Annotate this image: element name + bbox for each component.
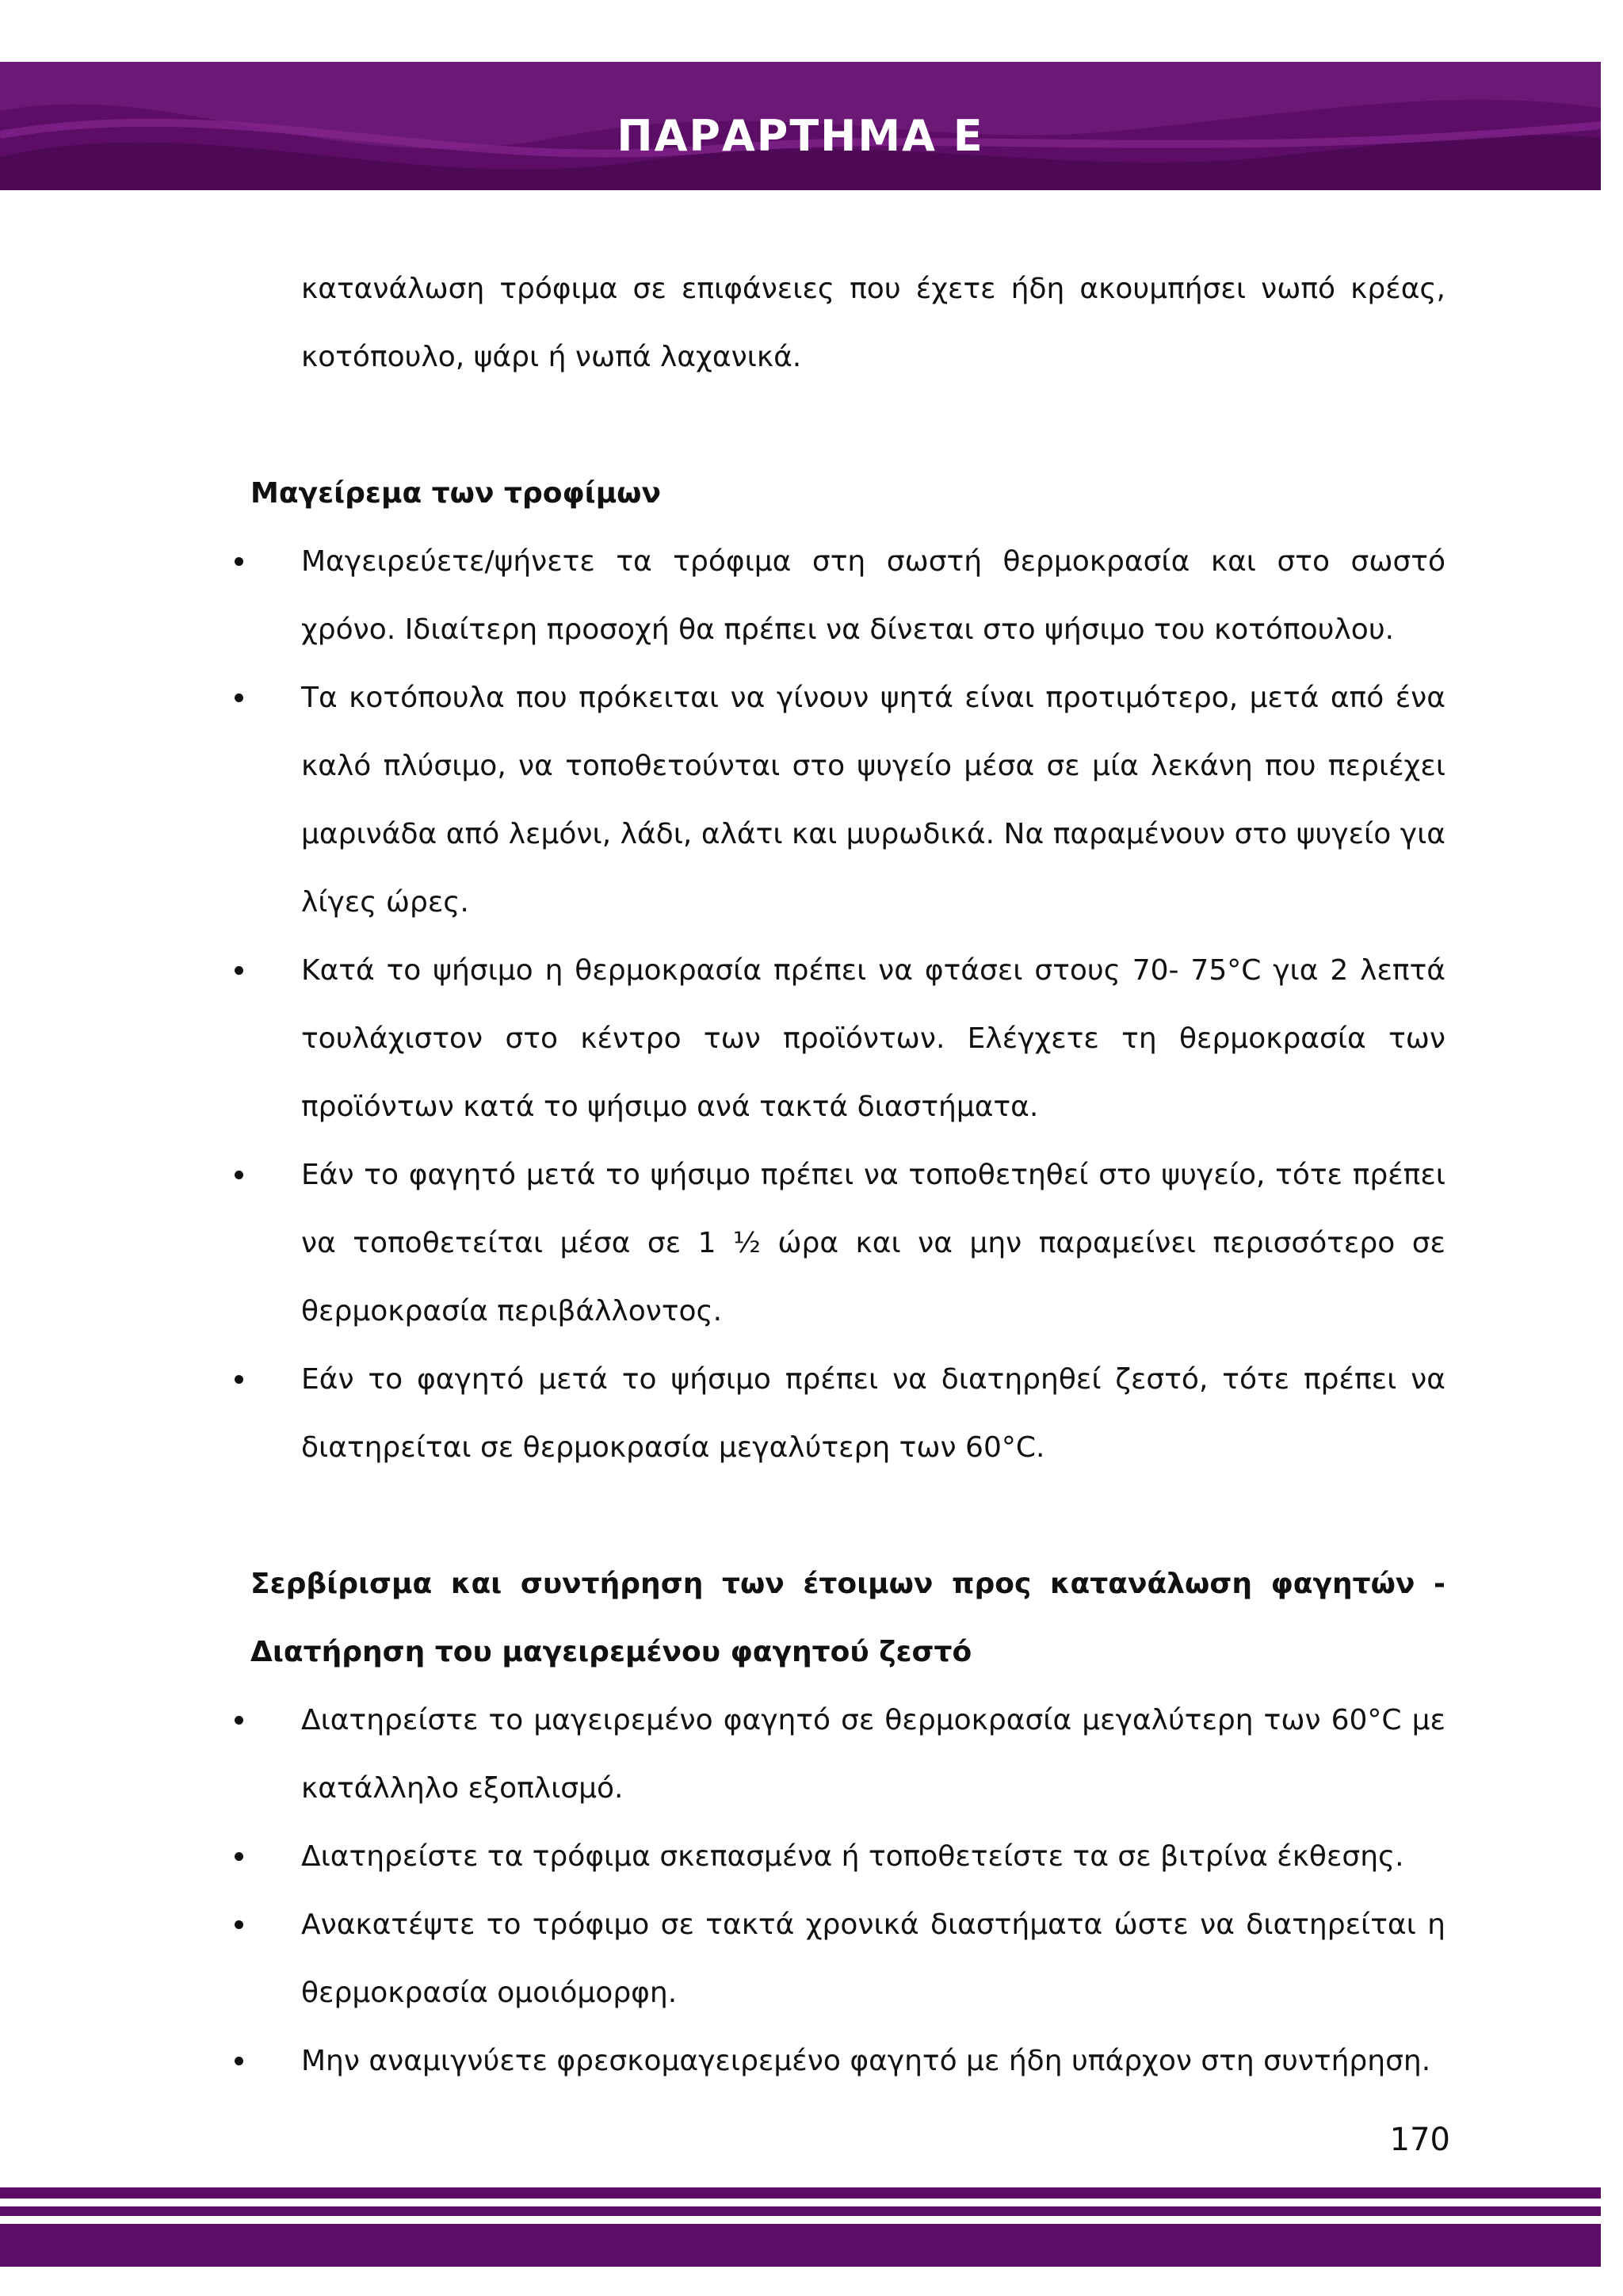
bullet-icon [235, 2057, 243, 2065]
footer-bar-thick [0, 2224, 1601, 2267]
section-heading-cooking: Μαγείρεμα των τροφίμων [250, 477, 661, 510]
list-item [250, 1346, 1445, 1482]
bullet-icon [235, 1171, 243, 1179]
intro-paragraph: κατανάλωση τρόφιμα σε επιφάνειες που έχετε ήδη ακουμπήσει νωπό κρέας, κοτόπουλο, ψάρι ή νωπά λαχανικά. [301, 273, 1445, 373]
section-heading-serving-line1: Σερβίρισμα και συντήρηση των έτοιμων προς κατανάλωση φαγητών - [250, 1568, 1445, 1600]
list-item-text: Μαγειρεύετε/ψήνετε τα τρόφιμα στη σωστή θερμοκρασία και στο σωστό χρόνο. Ιδιαίτερη προσοχή θα πρέπει να δίνεται στο ψήσιμο του κοτόπουλου. [301, 545, 1445, 646]
footer-decoration [0, 2187, 1623, 2275]
cooking-list [250, 528, 1445, 1482]
list-item [250, 1891, 1445, 2027]
bullet-icon [235, 1920, 243, 1929]
footer-bar-thin [0, 2187, 1601, 2199]
list-item [250, 1687, 1445, 1823]
list-item [250, 1823, 1445, 1891]
list-item-text: Εάν το φαγητό μετά το ψήσιμο πρέπει να τοποθετηθεί στο ψυγείο, τότε πρέπει να τοποθετείται μέσα σε 1 ½ ώρα και να μην παραμείνει περισσότερο σε θερμοκρασία περιβάλλοντος. [301, 1159, 1445, 1328]
page-number: 170 [1389, 2122, 1450, 2158]
list-item-text: Μην αναμιγνύετε φρεσκομαγειρεμένο φαγητό με ήδη υπάρχον στη συντήρηση. [301, 2045, 1431, 2077]
document-body [250, 255, 1445, 2095]
list-item-text: Διατηρείστε το μαγειρεμένο φαγητό σε θερμοκρασία μεγαλύτερη των 60°C με κατάλληλο εξοπλισμό. [301, 1704, 1445, 1805]
bullet-icon [235, 693, 243, 702]
list-item-text: Κατά το ψήσιμο η θερμοκρασία πρέπει να φτάσει στους 70- 75°C για 2 λεπτά τουλάχιστον στο κέντρο των προϊόντων. Ελέγχετε τη θερμοκρασία των προϊόντων κατά το ψήσιμο ανά τακτά διαστήματα. [301, 954, 1445, 1123]
list-item [250, 664, 1445, 937]
list-item [250, 2027, 1445, 2095]
bullet-icon [235, 1716, 243, 1725]
list-item-text: Εάν το φαγητό μετά το ψήσιμο πρέπει να διατηρηθεί ζεστό, τότε πρέπει να διατηρείται σε θερμοκρασία μεγαλύτερη των 60°C. [301, 1363, 1445, 1464]
spacer [250, 1482, 1445, 1550]
list-item-text: Ανακατέψτε το τρόφιμο σε τακτά χρονικά διαστήματα ώστε να διατηρείται η θερμοκρασία ομοιόμορφη. [301, 1908, 1445, 2009]
footer-bar-thin [0, 2206, 1601, 2216]
serving-list [250, 1687, 1445, 2095]
list-item [250, 528, 1445, 664]
bullet-icon [235, 557, 243, 566]
bullet-icon [235, 1375, 243, 1384]
bullet-icon [235, 1852, 243, 1861]
bullet-icon [235, 966, 243, 975]
page-title: ΠΑΡΑΡΤΗΜΑ Ε [617, 111, 984, 161]
spacer [250, 392, 1445, 460]
list-item [250, 1141, 1445, 1346]
list-item-text: Τα κοτόπουλα που πρόκειται να γίνουν ψητά είναι προτιμότερο, μετά από ένα καλό πλύσιμο, να τοποθετούνται στο ψυγείο μέσα σε μία λεκάνη που περιέχει μαρινάδα από λεμόνι, λάδι, αλάτι και μυρωδικά. Να παραμένουν στο ψυγείο για λίγες ώρες. [301, 682, 1445, 919]
section-heading-serving-line2: Διατήρηση του μαγειρεμένου φαγητού ζεστό [250, 1636, 972, 1668]
list-item-text: Διατηρείστε τα τρόφιμα σκεπασμένα ή τοποθετείστε τα σε βιτρίνα έκθεσης. [301, 1840, 1404, 1873]
list-item [250, 937, 1445, 1141]
